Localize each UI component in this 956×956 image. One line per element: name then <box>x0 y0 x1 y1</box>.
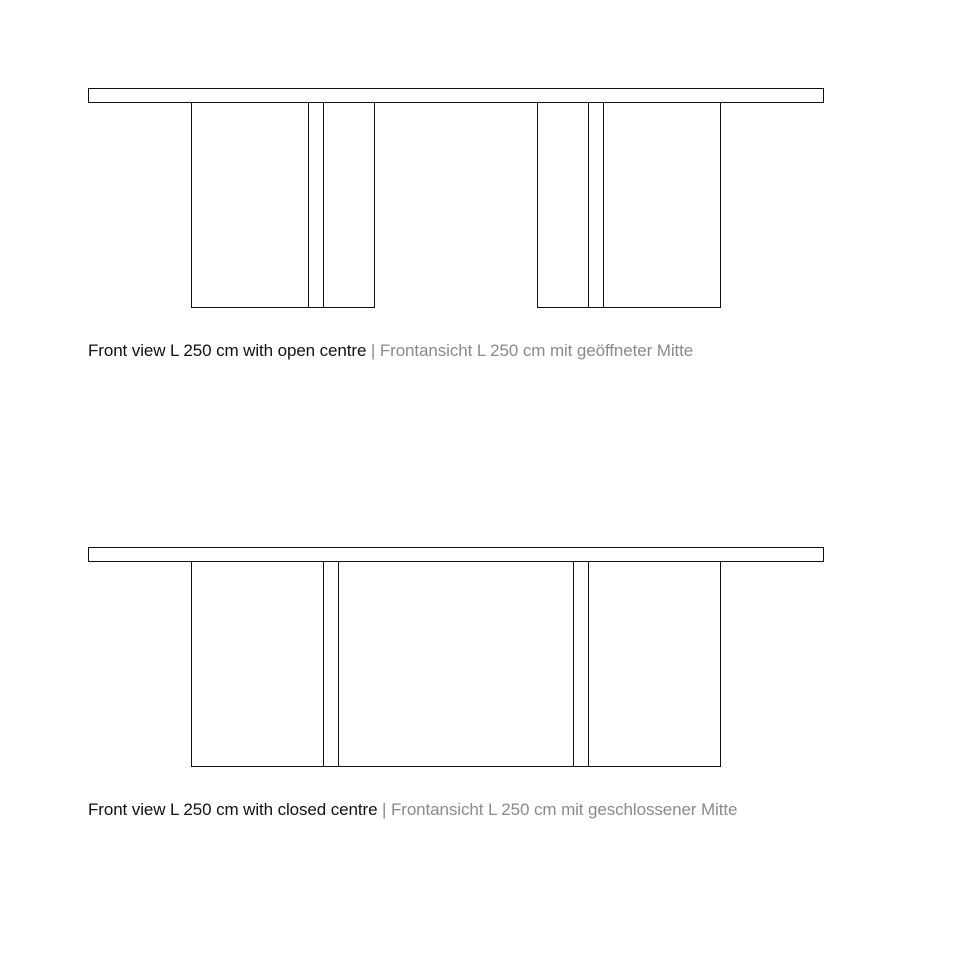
right-base-spacer <box>574 562 589 767</box>
caption-closed-centre <box>88 800 737 820</box>
right-base-inner-panel <box>538 103 589 308</box>
tabletop <box>89 548 824 562</box>
left-base-panel <box>192 562 324 767</box>
caption-open-centre <box>88 341 693 361</box>
table-front-view-open-centre <box>89 89 824 308</box>
caption-german: Frontansicht L 250 cm mit geschlossener Mitte <box>390 800 738 819</box>
caption-separator: | <box>377 800 391 819</box>
right-base-panel <box>589 562 721 767</box>
centre-panel <box>339 562 574 767</box>
tabletop <box>89 89 824 103</box>
caption-english: Front view L 250 cm with open centre <box>88 341 367 360</box>
left-base-inner-panel <box>324 103 375 308</box>
left-base-spacer <box>309 103 324 308</box>
caption-german: Frontansicht L 250 cm mit geöffneter Mitte <box>379 341 694 360</box>
left-base-spacer <box>324 562 339 767</box>
table-front-view-closed-centre <box>89 548 824 767</box>
right-base-spacer <box>589 103 604 308</box>
caption-separator: | <box>366 341 380 360</box>
left-base-panel <box>192 103 309 308</box>
right-base-panel <box>604 103 721 308</box>
caption-english: Front view L 250 cm with closed centre <box>88 800 378 819</box>
